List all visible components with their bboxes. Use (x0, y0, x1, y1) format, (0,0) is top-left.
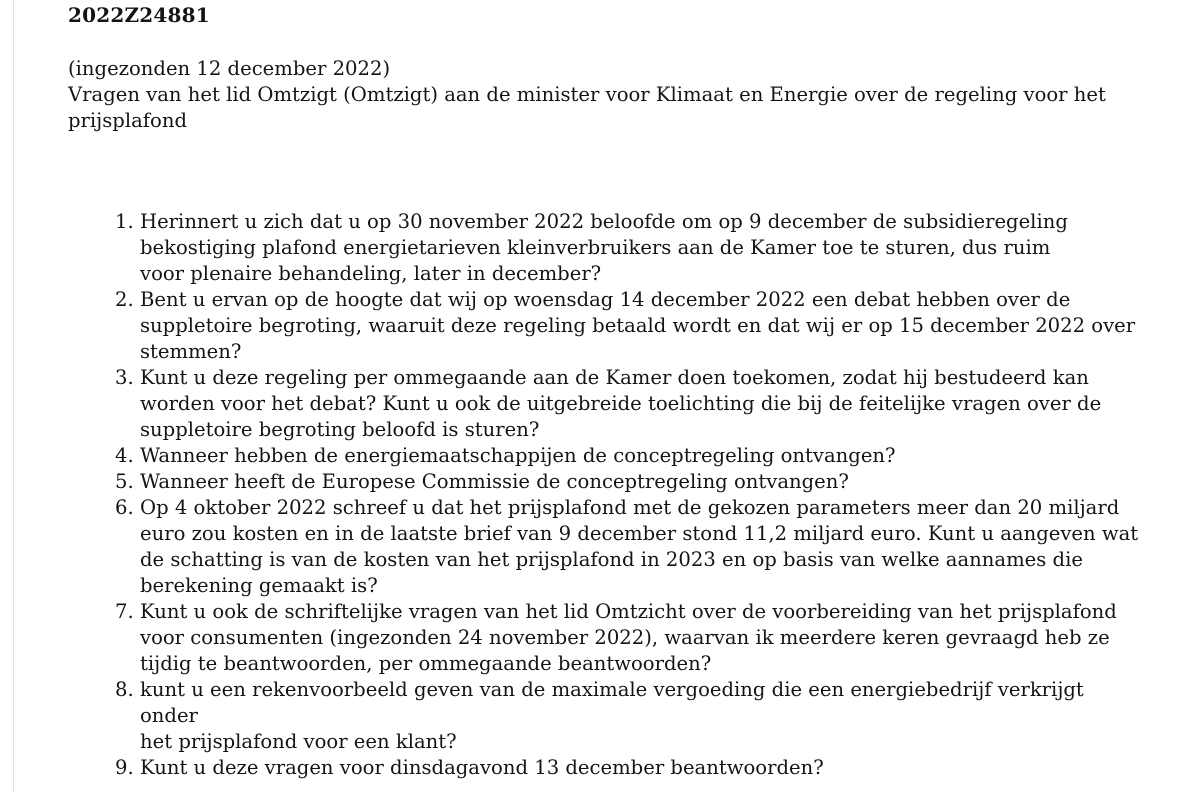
document-header (68, 56, 1148, 134)
document-title: Vragen van het lid Omtzigt (Omtzigt) aan de minister voor Klimaat en Energie over de regeling voor het prijsplafond (68, 83, 1106, 132)
question-item (115, 755, 1140, 781)
question-item (115, 287, 1140, 365)
question-text-line: voor consumenten (ingezonden 24 november 2022), waarvan ik meerdere keren gevraagd heb ze (140, 626, 1110, 649)
question-text-line: stemmen? (140, 340, 242, 363)
page-edge-divider (13, 0, 14, 792)
question-text-line: voor plenaire behandeling, later in december? (140, 262, 602, 285)
question-text-line: de schatting is van de kosten van het prijsplafond in 2023 en op basis van welke aannames die (140, 548, 1083, 571)
question-item (115, 365, 1140, 443)
question-number: 4. (115, 444, 134, 467)
question-number: 5. (115, 470, 134, 493)
question-text-line: Kunt u deze regeling per ommegaande aan de Kamer doen toekomen, zodat hij bestudeerd kan (140, 366, 1089, 389)
question-text-line: suppletoire begroting beloofd is sturen? (140, 418, 540, 441)
question-text-line: tijdig te beantwoorden, per ommegaande beantwoorden? (140, 652, 712, 675)
question-text-line: worden voor het debat? Kunt u ook de uitgebreide toelichting die bij de feitelijke vragen over de (140, 392, 1102, 415)
question-item (115, 495, 1140, 599)
question-item (115, 469, 1140, 495)
question-item (115, 209, 1140, 287)
question-list (115, 209, 1140, 781)
question-number: 9. (115, 756, 134, 779)
question-number: 6. (115, 496, 134, 519)
question-item (115, 677, 1140, 755)
question-text-line: kunt u een rekenvoorbeeld geven van de maximale vergoeding die een energiebedrijf verkrijgt onder (140, 678, 1084, 727)
question-text-line: suppletoire begroting, waaruit deze regeling betaald wordt en dat wij er op 15 december 2022 over (140, 314, 1136, 337)
question-text-line: Op 4 oktober 2022 schreef u dat het prijsplafond met de gekozen parameters meer dan 20 miljard (140, 496, 1120, 519)
question-text-line: berekening gemaakt is? (140, 574, 378, 597)
submission-date: (ingezonden 12 december 2022) (68, 57, 391, 80)
question-number: 7. (115, 600, 134, 623)
question-text-line: Kunt u deze vragen voor dinsdagavond 13 december beantwoorden? (140, 756, 824, 779)
question-text-line: Wanneer heeft de Europese Commissie de conceptregeling ontvangen? (140, 470, 849, 493)
question-text-line: Herinnert u zich dat u op 30 november 2022 beloofde om op 9 december de subsidieregeling (140, 210, 1068, 233)
question-number: 3. (115, 366, 134, 389)
document-id: 2022Z24881 (68, 3, 210, 27)
question-text-line: Wanneer hebben de energiemaatschappijen de conceptregeling ontvangen? (140, 444, 896, 467)
question-number: 1. (115, 210, 134, 233)
question-number: 8. (115, 678, 134, 701)
question-text-line: Bent u ervan op de hoogte dat wij op woensdag 14 december 2022 een debat hebben over de (140, 288, 1071, 311)
question-text-line: bekostiging plafond energietarieven kleinverbruikers aan de Kamer toe te sturen, dus ruim (140, 236, 1051, 259)
question-text-line: het prijsplafond voor een klant? (140, 730, 457, 753)
question-text-line: euro zou kosten en in de laatste brief van 9 december stond 11,2 miljard euro. Kunt u aangeven wat (140, 522, 1139, 545)
question-text-line: Kunt u ook de schriftelijke vragen van het lid Omtzicht over de voorbereiding van het prijsplafond (140, 600, 1117, 623)
question-item (115, 599, 1140, 677)
question-number: 2. (115, 288, 134, 311)
question-item (115, 443, 1140, 469)
